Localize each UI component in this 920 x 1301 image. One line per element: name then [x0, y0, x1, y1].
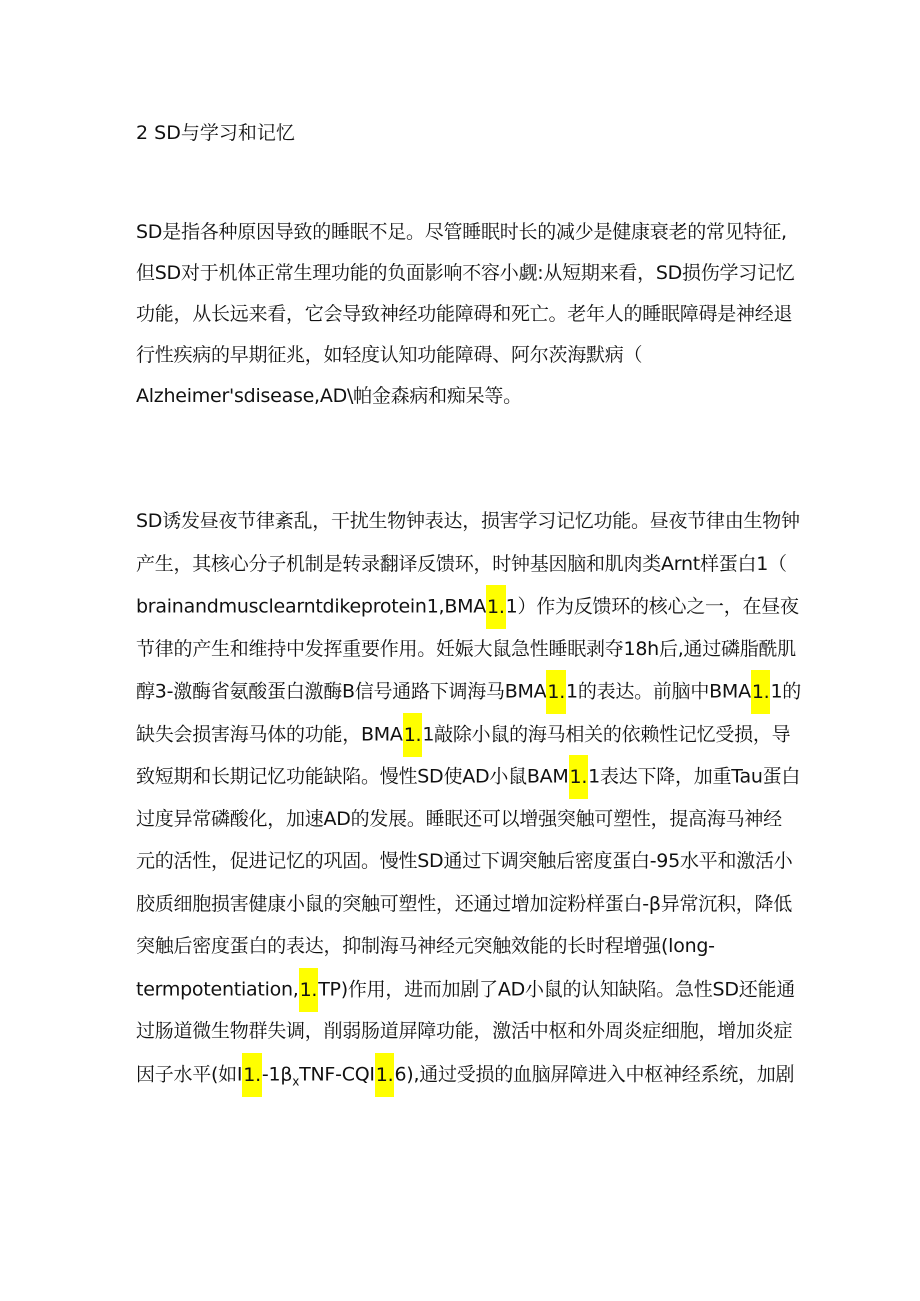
subscript-text: x [292, 1073, 300, 1088]
paragraph-1-line: SD是指各种原因导致的睡眠不足。尽管睡眠时长的减少是健康衰老的常见特征, [136, 221, 787, 243]
text-run: termpotentiation, [136, 978, 299, 1000]
paragraph-1-line: 行性疾病的早期征兆，如轻度认知功能障碍、阿尔茨海默病（ [136, 344, 643, 366]
highlighted-text: 1. [242, 1053, 262, 1097]
paragraph-1-line: 但SD对于机体正常生理功能的负面影响不容小觑:从短期来看，SD损伤学习记忆 [136, 262, 795, 284]
paragraph-2-line [136, 713, 796, 756]
text-run: 缺失会损害海马体的功能，BMA [136, 723, 403, 745]
paragraph-2-line [136, 585, 799, 628]
paragraph-2-line: 元的活性，促进记忆的巩固。慢性SD通过下调突触后密度蛋白-95水平和激活小 [136, 850, 793, 872]
paragraph-2-line: SD诱发昼夜节律紊乱，干扰生物钟表达，损害学习记忆功能。昼夜节律由生物钟 [136, 510, 800, 532]
text-run: 醇3-激酶省氨酸蛋白激酶B信号通路下调海马BMA [136, 680, 547, 703]
paragraph-1-line: 功能，从长远来看，它会导致神经功能障碍和死亡。老年人的睡眠障碍是神经退 [136, 303, 793, 325]
text-run: 1表达下降，加重Tau蛋白 [588, 765, 801, 788]
text-run: brainandmusclearntdikeprotein1,BMA [136, 595, 487, 618]
paragraph-2-line: 节律的产生和维持中发挥重要作用。妊娠大鼠急性睡眠剥夺18h后,通过磷脂酰肌 [136, 637, 797, 660]
text-run: -1β [261, 1063, 293, 1085]
text-run: 1的表达。前脑中BMA [566, 680, 751, 703]
paragraph-1-line: Alzheimer'sdisease,AD\帕金森病和痴呆等。 [136, 385, 522, 407]
paragraph-2-line [136, 1053, 796, 1096]
text-run: TP)作用，进而加剧了AD小鼠的认知缺陷。急性SD还能通 [318, 978, 795, 1000]
paragraph-2-line [136, 755, 801, 798]
highlighted-text: 1. [546, 670, 566, 714]
text-run: 致短期和长期记忆功能缺陷。慢性SD使AD小鼠BAM [136, 765, 569, 788]
paragraph-2-line: 产生，其核心分子机制是转录翻译反馈环，时钟基因脑和肌肉类Arnt样蛋白1（ [136, 552, 787, 575]
paragraph-2-line: 胶质细胞损害健康小鼠的突触可塑性，还通过增加淀粉样蛋白-β异常沉积，降低 [136, 892, 792, 915]
paragraph-2-line: 突触后密度蛋白的表达，抑制海马神经元突触效能的长时程增强(long- [136, 935, 715, 957]
text-run: 6),通过受损的血脑屏障进入中枢神经系统，加剧 [394, 1063, 795, 1085]
paragraph-2-line [136, 670, 802, 713]
highlighted-text: 1. [486, 585, 506, 629]
highlighted-text: 1. [375, 1053, 395, 1097]
paragraph-2 [136, 500, 802, 1095]
paragraph-1 [136, 212, 796, 417]
section-heading: 2 SD与学习和记忆 [136, 122, 295, 144]
text-run: 1的 [770, 680, 802, 703]
highlighted-text: 1. [403, 713, 423, 757]
text-run: TNF-CQI [299, 1063, 375, 1085]
highlighted-text: 1. [569, 755, 589, 799]
text-run: 因子水平(如I [136, 1063, 243, 1085]
highlighted-text: 1. [299, 968, 319, 1012]
text-run: 1）作为反馈环的核心之一，在昼夜 [505, 595, 799, 618]
paragraph-2-line: 过肠道微生物群失调，削弱肠道屏障功能，激活中枢和外周炎症细胞，增加炎症 [136, 1020, 793, 1042]
highlighted-text: 1. [751, 670, 771, 714]
paragraph-2-line [136, 968, 796, 1011]
text-run: 1敲除小鼠的海马相关的依赖性记忆受损，导 [422, 723, 791, 745]
paragraph-2-line: 过度异常磷酸化，加速AD的发展。睡眠还可以增强突触可塑性，提高海马神经 [136, 807, 782, 830]
